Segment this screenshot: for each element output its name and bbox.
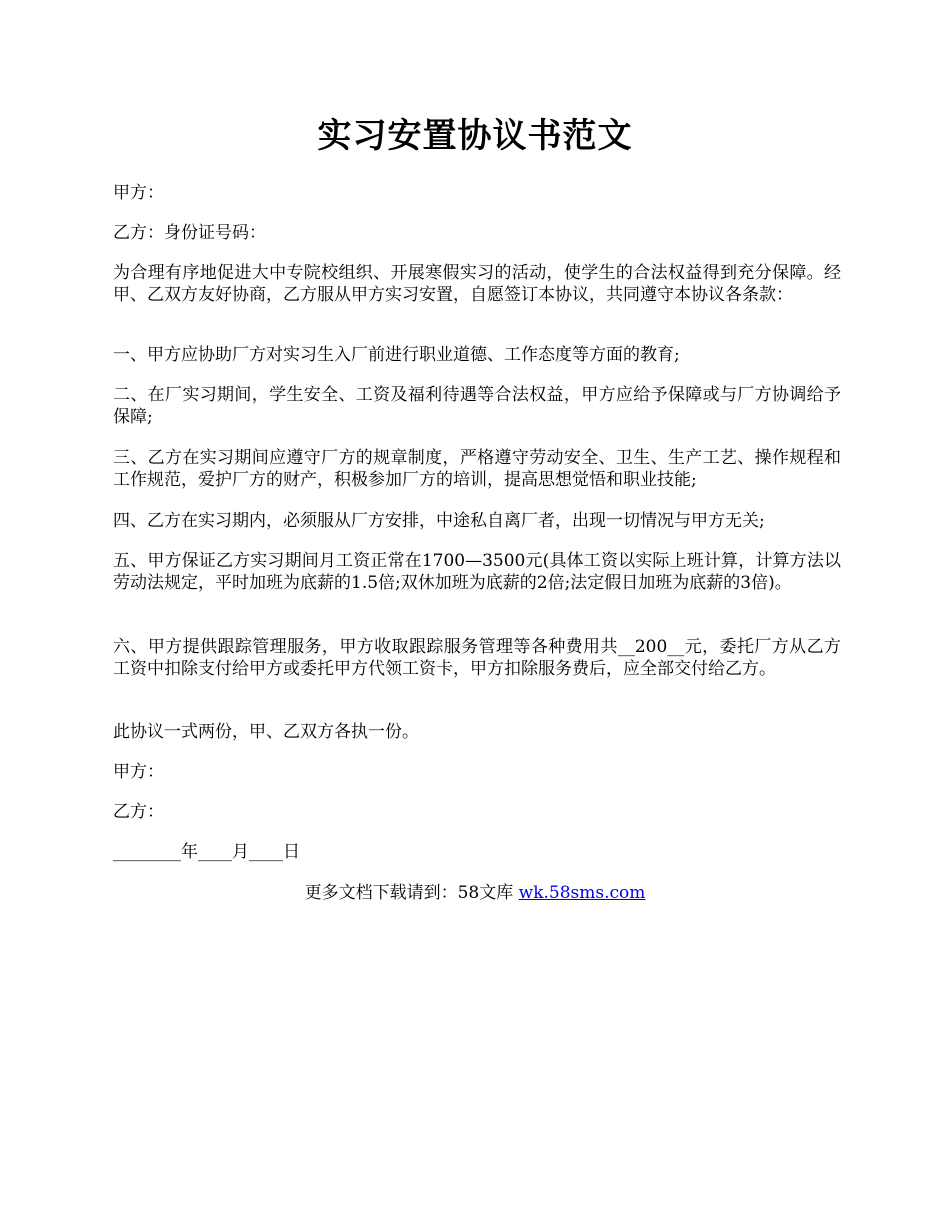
footer-text: 更多文档下载请到：58文库 (304, 883, 519, 903)
clause-2: 二、在厂实习期间，学生安全、工资及福利待遇等合法权益，甲方应给予保障或与厂方协调给予保障; (113, 385, 841, 427)
clause-1: 一、甲方应协助厂方对实习生入厂前进行职业道德、工作态度等方面的教育; (113, 345, 680, 365)
party-a-line: 甲方： (113, 183, 164, 203)
party-b-line: 乙方：身份证号码： (113, 223, 266, 243)
clause-6: 六、甲方提供跟踪管理服务，甲方收取跟踪服务管理等各种费用共__200__元，委托厂方从乙方工资中扣除支付给甲方或委托甲方代领工资卡，甲方扣除服务费后，应全部交付给乙方。 (113, 637, 841, 679)
document-title: 实习安置协议书范文 (317, 116, 633, 156)
intro-paragraph: 为合理有序地促进大中专院校组织、开展寒假实习的活动，使学生的合法权益得到充分保障。经甲、乙双方友好协商，乙方服从甲方实习安置，自愿签订本协议，共同遵守本协议各条款： (113, 263, 841, 305)
clause-4: 四、乙方在实习期内，必须服从厂方安排，中途私自离厂者，出现一切情况与甲方无关; (113, 511, 765, 531)
copies-statement: 此协议一式两份，甲、乙双方各执一份。 (113, 722, 419, 742)
download-footer (0, 882, 950, 904)
signature-party-a: 甲方： (113, 762, 164, 782)
date-line: ________年____月____日 (113, 842, 300, 862)
footer-link[interactable]: wk.58sms.com (518, 883, 646, 903)
clause-3: 三、乙方在实习期间应遵守厂方的规章制度，严格遵守劳动安全、卫生、生产工艺、操作规程和工作规范，爱护厂方的财产，积极参加厂方的培训，提高思想觉悟和职业技能; (113, 448, 841, 490)
signature-party-b: 乙方： (113, 802, 164, 822)
clause-5: 五、甲方保证乙方实习期间月工资正常在1700—3500元(具体工资以实际上班计算，计算方法以劳动法规定，平时加班为底薪的1.5倍;双休加班为底薪的2倍;法定假日加班为底薪的3倍)。 (113, 551, 841, 593)
